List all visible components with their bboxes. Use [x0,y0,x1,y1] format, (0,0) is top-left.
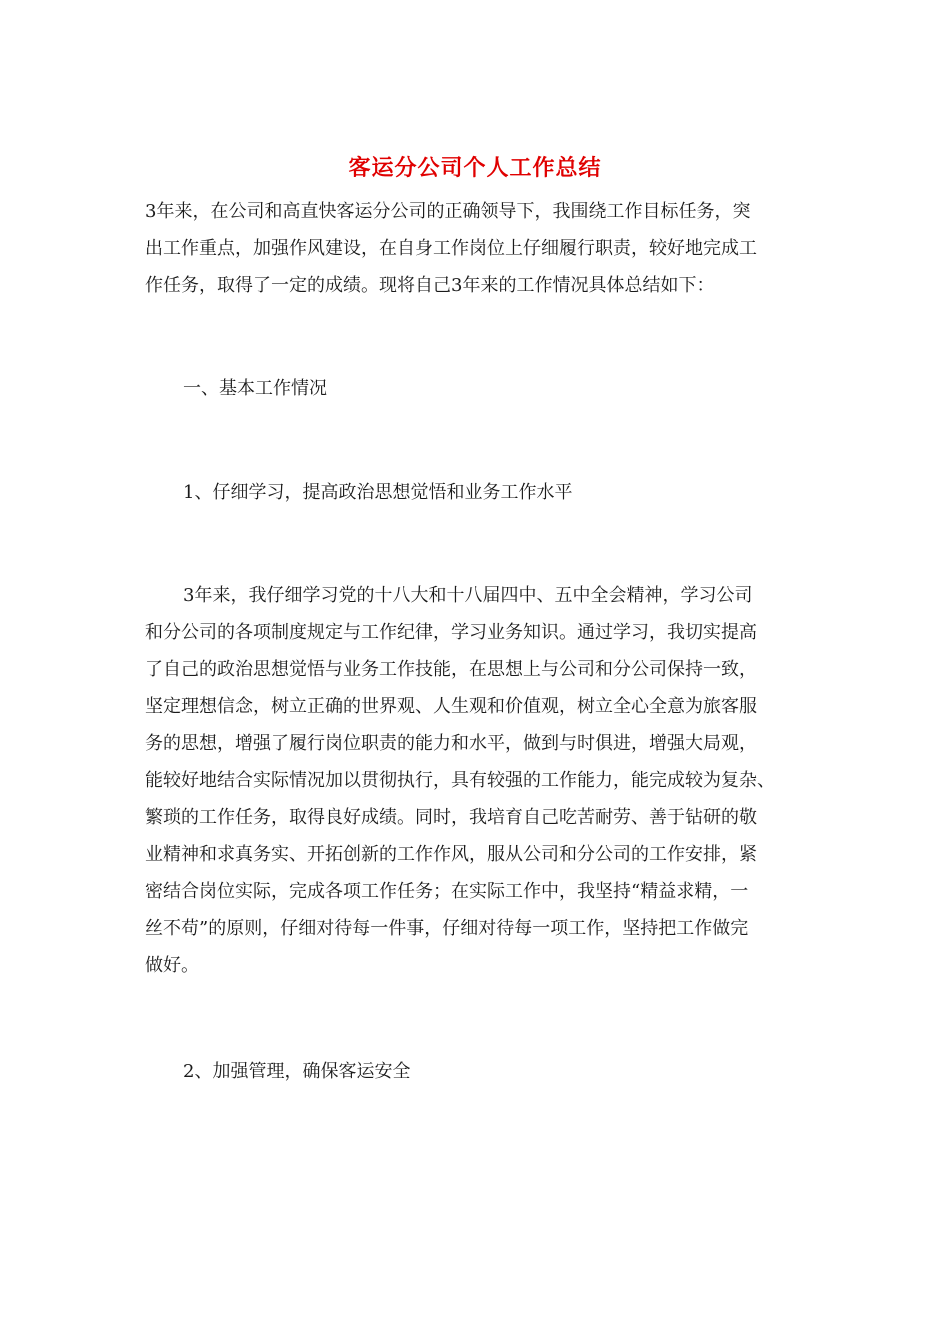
paragraph-line: 了自己的政治思想觉悟与业务工作技能，在思想上与公司和分公司保持一致， [145,659,757,680]
paragraph-line: 做好。 [145,955,199,976]
paragraph-line: 能较好地结合实际情况加以贯彻执行，具有较强的工作能力，能完成较为复杂、 [145,770,775,791]
paragraph-line: 密结合岗位实际，完成各项工作任务；在实际工作中，我坚持“精益求精，一 [145,881,749,902]
subsection-heading: 2、加强管理，确保客运安全 [183,1061,411,1082]
subsection-heading: 1、仔细学习，提高政治思想觉悟和业务工作水平 [183,482,573,503]
section-heading: 一、基本工作情况 [183,378,327,399]
paragraph-line: 3年来，我仔细学习党的十八大和十八届四中、五中全会精神，学习公司 [183,585,753,606]
paragraph-line: 繁琐的工作任务，取得良好成绩。同时，我培育自己吃苦耐劳、善于钻研的敬 [145,807,757,828]
paragraph-line: 坚定理想信念，树立正确的世界观、人生观和价值观，树立全心全意为旅客服 [145,696,757,717]
paragraph-line: 务的思想，增强了履行岗位职责的能力和水平，做到与时俱进，增强大局观， [145,733,757,754]
intro-line: 作任务，取得了一定的成绩。现将自己3年来的工作情况具体总结如下： [145,275,715,296]
paragraph-line: 和分公司的各项制度规定与工作纪律，学习业务知识。通过学习，我切实提高 [145,622,757,643]
intro-line: 出工作重点，加强作风建设，在自身工作岗位上仔细履行职责，较好地完成工 [145,238,757,259]
paragraph-line: 业精神和求真务实、开拓创新的工作作风，服从公司和分公司的工作安排，紧 [145,844,757,865]
intro-line: 3年来，在公司和高直快客运分公司的正确领导下，我围绕工作目标任务，突 [145,201,751,222]
document-title: 客运分公司个人工作总结 [348,155,602,181]
paragraph-line: 丝不苟”的原则，仔细对待每一件事，仔细对待每一项工作，坚持把工作做完 [145,918,749,939]
